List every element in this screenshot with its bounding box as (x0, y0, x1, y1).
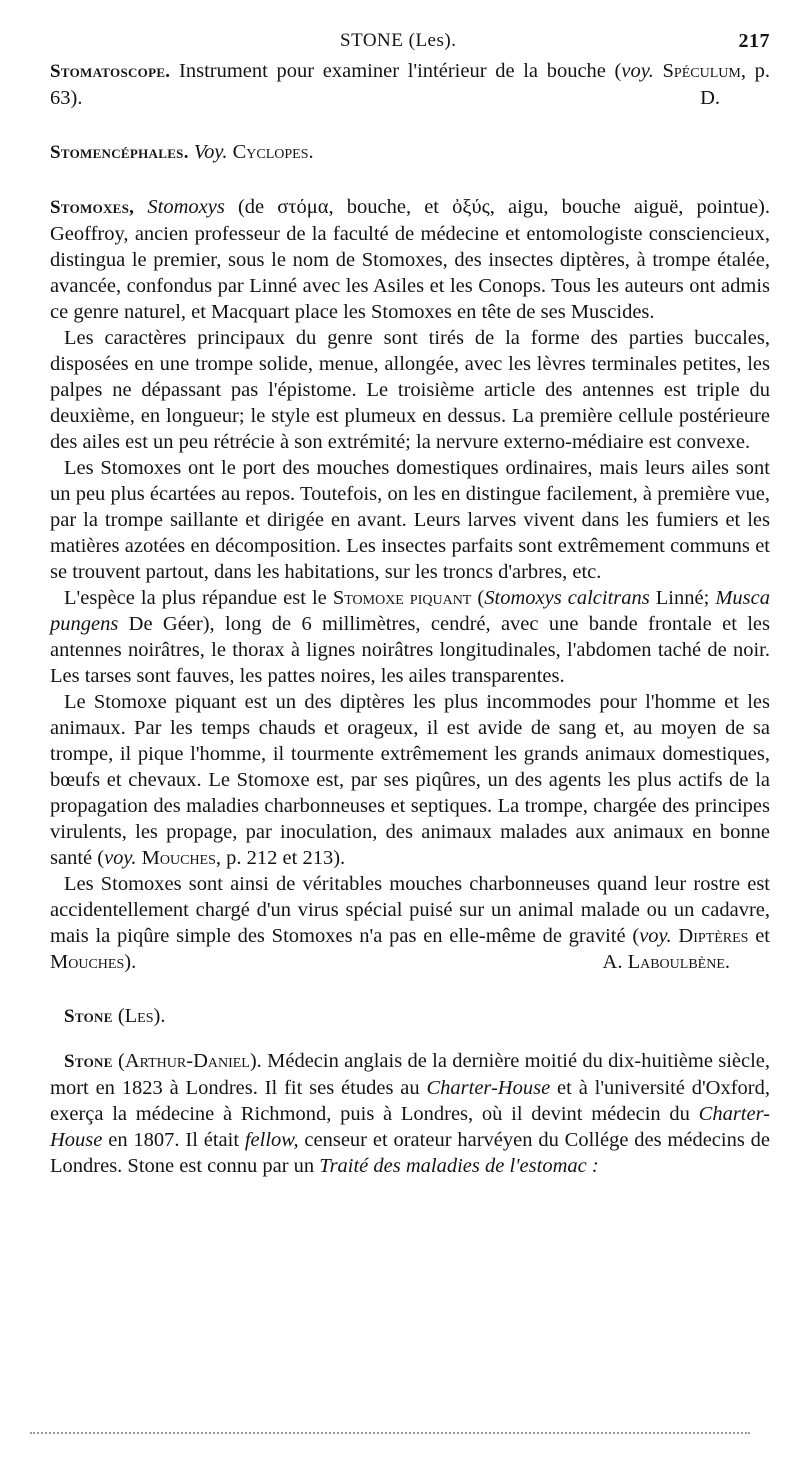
voy-ref: Voy. (188, 141, 228, 163)
cross-ref: Mouches (136, 847, 216, 869)
running-header (50, 30, 770, 58)
page (50, 30, 770, 1179)
author-signature: A. Laboulbène. (602, 951, 730, 973)
name-open: ( (112, 1050, 125, 1072)
running-title: STONE (Les). (340, 30, 457, 51)
paragraph-1: (de στόμα, bouche, et ὀξύς, aigu, bouche aiguë, pointue). Geoffroy, ancien professeur de la faculté de médecine et entomologiste consciencieux, distingua le premier, sous le nom de Stomoxes, des insectes diptères, à trompe étalée, avancée, confondus par Linné avec les Asiles et les Conops. Tous les auteurs ont admis ce genre naturel, et Macquart place les Stomoxes en tête de ses Muscides. (50, 196, 770, 323)
cut-off-line (30, 1432, 750, 1438)
p4-text-a: L'espèce la plus répandue est le (64, 587, 333, 609)
p5-text-a: Le Stomoxe piquant est un des diptères les plus incommodes pour l'homme et les animaux. Par les temps chauds et orageux, il est avide de sang et, au moyen de sa trompe, il pique l'homme, il tourmente extrêmement les grands animaux domestiques, bœufs et chevaux. Le Stomoxe est, par ses piqûres, un des agents les plus actifs de la propagation des maladies charbonneuses et septiques. La trompe, chargée des principes virulents, les propage, par inoculation, des animaux malades aux animaux en bonne santé ( (50, 691, 770, 869)
latin-binomial: Stomoxys calcitrans (484, 587, 650, 609)
institution: Charter-House (50, 1103, 770, 1151)
headword-stone: Stone (64, 1006, 113, 1027)
paragraph-6 (50, 871, 770, 975)
entry-stomatoscope (50, 58, 770, 111)
headword-tail: (Les). (112, 1005, 166, 1027)
text-2: et à l'université d'Oxford, exerça la médecine à Richmond, puis à Londres, où il devint médecin du (50, 1077, 770, 1125)
headword-stomatoscope: Stomatoscope. (50, 61, 171, 82)
paragraph-stone (50, 1048, 770, 1179)
headword-stomoxes: Stomoxes, (50, 197, 135, 218)
entry-stomencephales (50, 139, 770, 166)
p6-text-a: Les Stomoxes sont ainsi de véritables mouches charbonneuses quand leur rostre est accidentellement chargé d'un virus spécial puisé sur un animal malade ou un cadavre, mais la piqûre simple des Stomoxes n'a pas en elle-même de gravité ( (50, 873, 770, 947)
species-name: Stomoxe piquant (332, 587, 472, 609)
title-fellow: fellow, (244, 1129, 299, 1151)
entry-text: Instrument pour examiner l'intérieur de la bouche ( (170, 60, 622, 82)
voy-ref: voy. (104, 847, 137, 869)
paragraph-5 (50, 689, 770, 871)
p6-conj: et (748, 925, 770, 947)
paragraph-4 (50, 585, 770, 689)
p4-text-c: Linné; (649, 587, 716, 609)
paragraph-2: Les caractères principaux du genre sont tirés de la forme des parties buccales, disposées en une trompe solide, menue, allongée, avec les lèvres terminales petites, les palpes ne dépassant pas l'épistome. Le troisième article des antennes est triple du deuxième, en longueur; le style est plumeux en dessus. La première cellule postérieure des ailes est un peu rétrécie à son extrémité; la nervure externo-médiaire est convexe. (50, 327, 770, 453)
cross-ref: Diptères (671, 925, 749, 947)
paragraph-3: Les Stomoxes ont le port des mouches domestiques ordinaires, mais leurs ailes sont un peu plus écartées au repos. Toutefois, on les en distingue facilement, à première vue, par la trompe saillante et dirigée en avant. Leurs larves vivent dans les fumiers et les matières azotées en décomposition. Les insectes parfaits sont extrêmement communs et se trouvent partout, dans les habitations, sur les troncs d'arbres, etc. (50, 457, 770, 583)
headword-stomencephales: Stomencéphales. (50, 142, 189, 163)
cross-ref: Mouches (50, 951, 125, 973)
institution: Charter-House (426, 1077, 551, 1099)
p4-text-b: ( (471, 587, 485, 609)
voy-ref: voy. (639, 925, 672, 947)
entry-stone (50, 1003, 770, 1179)
page-number: 217 (738, 30, 770, 52)
p6-text-b: ). (124, 951, 137, 973)
author-signature: D. (700, 87, 720, 109)
cross-ref: Spéculum (653, 60, 741, 82)
cross-ref-tail: , p. 63). (50, 60, 770, 109)
p5-text-b: , p. 212 et 213). (215, 847, 346, 869)
text-4: censeur et orateur harvéyen du Collége des médecins de Londres. Stone est connu par un (50, 1129, 771, 1177)
voy-ref: voy. (621, 60, 654, 82)
latin-name: Stomoxys (134, 196, 225, 218)
latin-synonym: Musca pungens (50, 587, 771, 635)
subentry-head: Stone (64, 1051, 113, 1072)
entry-stomoxes (50, 194, 770, 975)
p4-text-d: De Géer), long de 6 millimètres, cendré, avec une bande frontale et les antennes noirâtres, le thorax à lignes noirâtres longitudinales, l'abdomen taché de noir. Les tarses sont fauves, les pattes noires, les ailes transparentes. (50, 613, 770, 687)
person-name: Arthur-Daniel (124, 1050, 250, 1072)
text-3: en 1807. Il était (102, 1129, 245, 1151)
text-1: ). Médecin anglais de la dernière moitié du dix-huitième siècle, mort en 1823 à Londres. Il fit ses études au (50, 1050, 771, 1099)
cross-ref: Cyclopes. (227, 141, 314, 163)
book-title: Traité des maladies de l'estomac : (319, 1155, 599, 1177)
